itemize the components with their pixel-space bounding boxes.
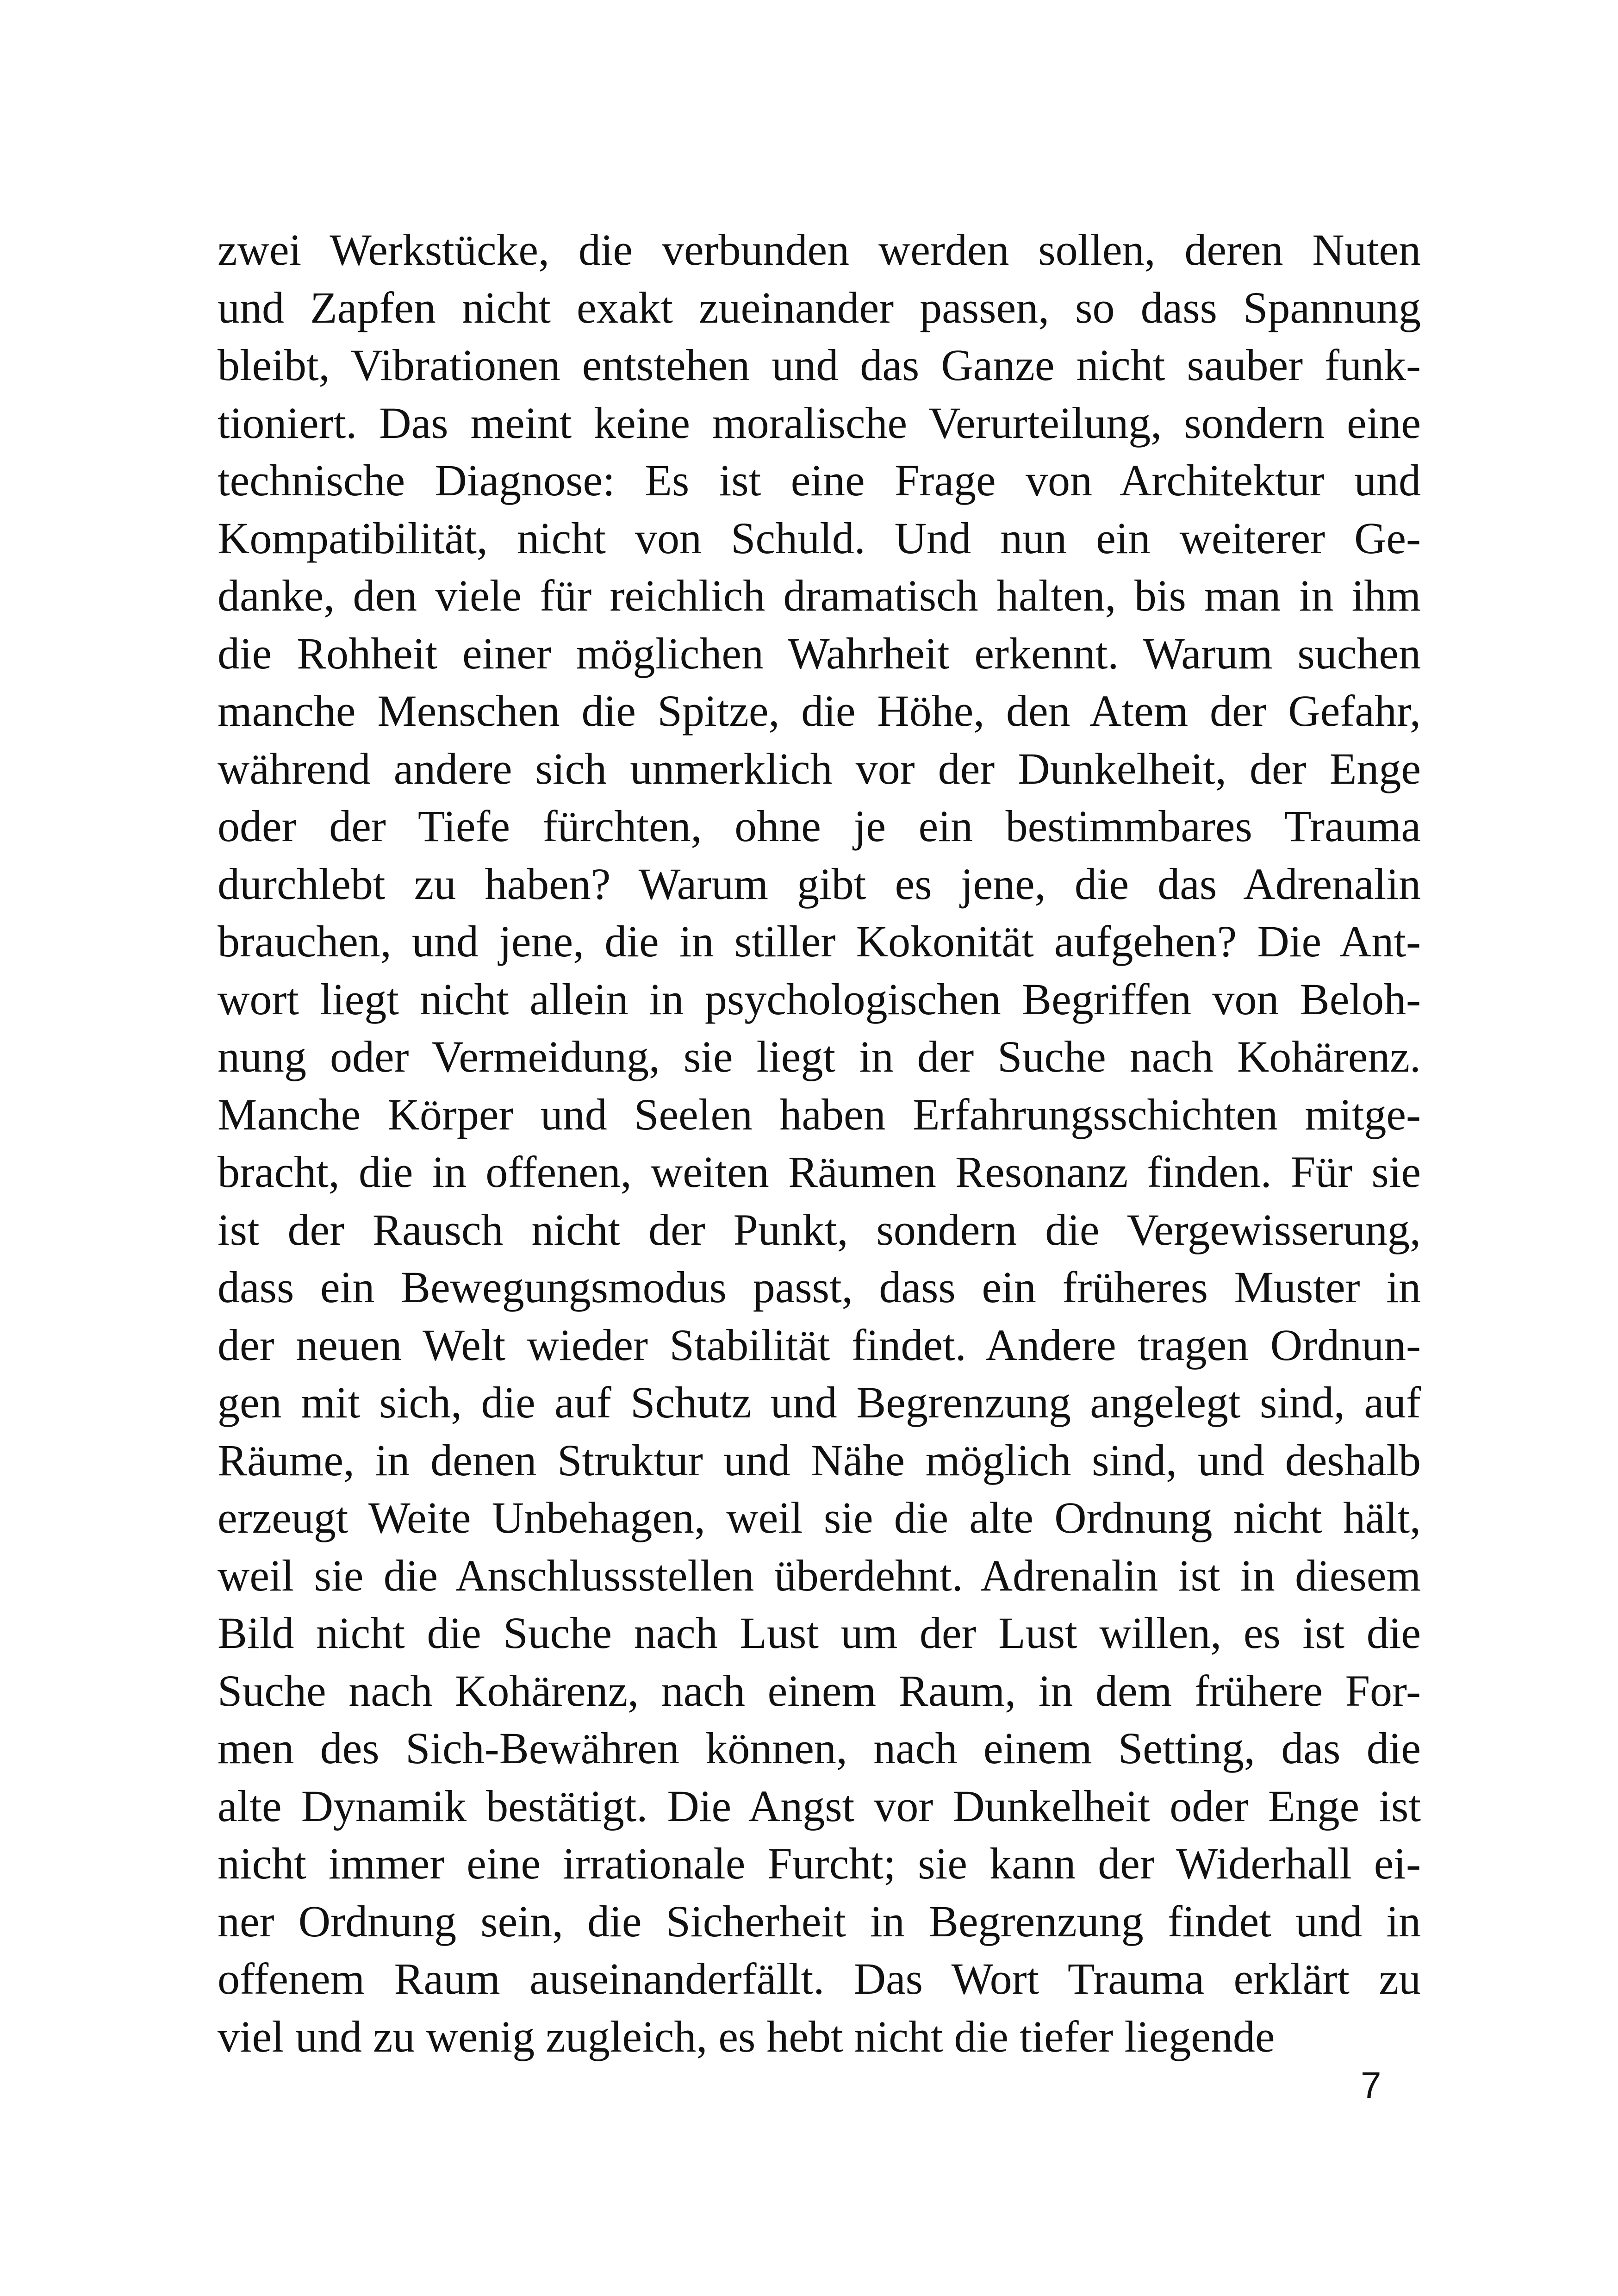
page-number: 7 <box>1361 2065 1382 2106</box>
text-line: offenem Raum auseinanderfällt. Das Wort Trauma erklärt zu <box>218 1954 1421 2003</box>
text-line: oder der Tiefe fürchten, ohne je ein bestimmbares Trauma <box>218 801 1421 851</box>
text-line: Kompatibilität, nicht von Schuld. Und nun ein weiterer Ge- <box>218 513 1421 563</box>
text-line: gen mit sich, die auf Schutz und Begrenzung angelegt sind, auf <box>218 1378 1421 1427</box>
text-line: bleibt, Vibrationen entstehen und das Ganze nicht sauber funk- <box>218 340 1421 390</box>
text-line: nicht immer eine irrationale Furcht; sie kann der Widerhall ei- <box>218 1839 1421 1888</box>
text-line: Bild nicht die Suche nach Lust um der Lust willen, es ist die <box>218 1608 1421 1658</box>
text-line: ist der Rausch nicht der Punkt, sondern die Vergewisserung, <box>218 1204 1421 1254</box>
text-line: alte Dynamik bestätigt. Die Angst vor Dunkelheit oder Enge ist <box>218 1781 1421 1831</box>
text-line: während andere sich unmerklich vor der Dunkelheit, der Enge <box>218 743 1421 793</box>
text-line: die Rohheit einer möglichen Wahrheit erkennt. Warum suchen <box>218 628 1421 678</box>
text-line: wort liegt nicht allein in psychologischen Begriffen von Beloh- <box>218 974 1421 1024</box>
text-line: und Zapfen nicht exakt zueinander passen, so dass Spannung <box>218 282 1421 332</box>
text-line: durchlebt zu haben? Warum gibt es jene, die das Adrenalin <box>218 859 1421 909</box>
body-text <box>218 221 1421 2065</box>
text-line: danke, den viele für reichlich dramatisch halten, bis man in ihm <box>218 571 1421 620</box>
text-line: Manche Körper und Seelen haben Erfahrungsschichten mitge- <box>218 1089 1421 1139</box>
text-line: zwei Werkstücke, die verbunden werden sollen, deren Nuten <box>218 225 1421 275</box>
text-line: ner Ordnung sein, die Sicherheit in Begrenzung findet und in <box>218 1896 1421 1946</box>
text-line: tioniert. Das meint keine moralische Verurteilung, sondern eine <box>218 398 1421 448</box>
text-line: der neuen Welt wieder Stabilität findet. Andere tragen Ordnun- <box>218 1320 1421 1370</box>
text-line: manche Menschen die Spitze, die Höhe, den Atem der Gefahr, <box>218 686 1421 736</box>
text-line: nung oder Vermeidung, sie liegt in der Suche nach Kohärenz. <box>218 1032 1421 1081</box>
text-line: Suche nach Kohärenz, nach einem Raum, in dem frühere For- <box>218 1666 1421 1716</box>
text-line: Räume, in denen Struktur und Nähe möglich sind, und deshalb <box>218 1435 1421 1485</box>
text-line: men des Sich-Bewähren können, nach einem Setting, das die <box>218 1723 1421 1773</box>
text-line: technische Diagnose: Es ist eine Frage von Architektur und <box>218 455 1421 505</box>
text-line: bracht, die in offenen, weiten Räumen Resonanz finden. Für sie <box>218 1147 1421 1197</box>
text-line: brauchen, und jene, die in stiller Kokonität aufgehen? Die Ant- <box>218 917 1421 966</box>
text-line: erzeugt Weite Unbehagen, weil sie die alte Ordnung nicht hält, <box>218 1493 1421 1542</box>
text-line: weil sie die Anschlussstellen überdehnt. Adrenalin ist in diesem <box>218 1550 1421 1600</box>
text-line: dass ein Bewegungsmodus passt, dass ein früheres Muster in <box>218 1262 1421 1312</box>
text-line: viel und zu wenig zugleich, es hebt nicht die tiefer liegende <box>218 2011 1275 2061</box>
